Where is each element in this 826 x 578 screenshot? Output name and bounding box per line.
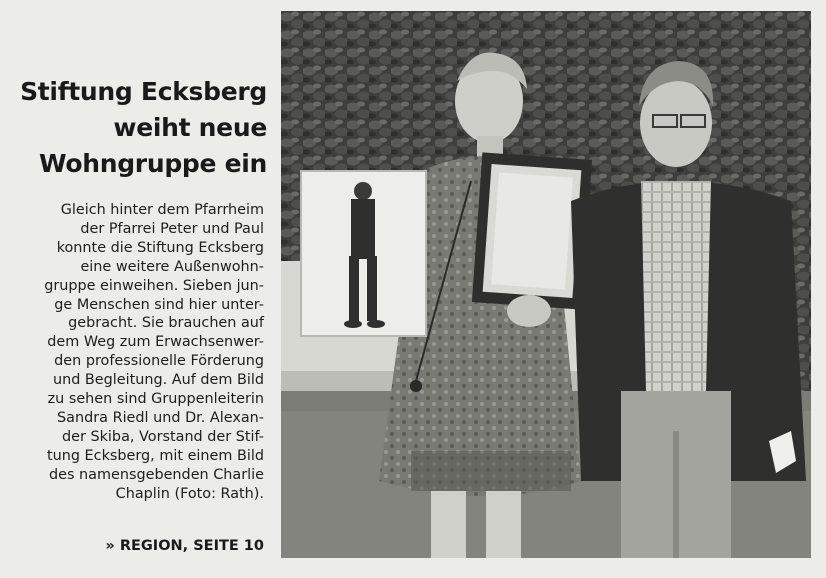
article-photo xyxy=(281,11,811,558)
headline-line: Stiftung Ecksberg xyxy=(20,77,267,106)
article-body xyxy=(8,201,264,504)
body-line: gebracht. Sie brauchen auf xyxy=(68,315,264,332)
body-line: und Begleitung. Auf dem Bild xyxy=(52,372,264,389)
body-line: des namensgebenden Charlie xyxy=(48,466,264,483)
body-line: tung Ecksberg, mit einem Bild xyxy=(46,447,264,464)
body-line: den professionelle Förderung xyxy=(54,353,264,370)
body-line: Chaplin (Foto: Rath). xyxy=(115,485,264,502)
headline-line: weiht neue xyxy=(113,113,267,142)
body-line: Gleich hinter dem Pfarrheim xyxy=(60,202,264,218)
headline-line: Wohngruppe ein xyxy=(38,149,267,178)
body-line: dem Weg zum Erwachsenwer- xyxy=(47,334,264,351)
chaplin-picture xyxy=(301,171,426,336)
article-headline xyxy=(20,74,267,182)
body-line: eine weitere Außenwohn- xyxy=(80,258,264,275)
body-line: gruppe einweihen. Sieben jun- xyxy=(44,277,264,294)
body-line: ge Menschen sind hier unter- xyxy=(54,296,264,313)
body-line: der Skiba, Vorstand der Stif- xyxy=(61,428,264,445)
body-line: zu sehen sind Gruppenleiterin xyxy=(47,391,264,408)
body-line: konnte die Stiftung Ecksberg xyxy=(56,239,264,256)
body-line: Sandra Riedl und Dr. Alexan- xyxy=(57,409,264,426)
page-reference: » REGION, SEITE 10 xyxy=(105,538,264,554)
body-line: der Pfarrei Peter und Paul xyxy=(80,220,264,237)
